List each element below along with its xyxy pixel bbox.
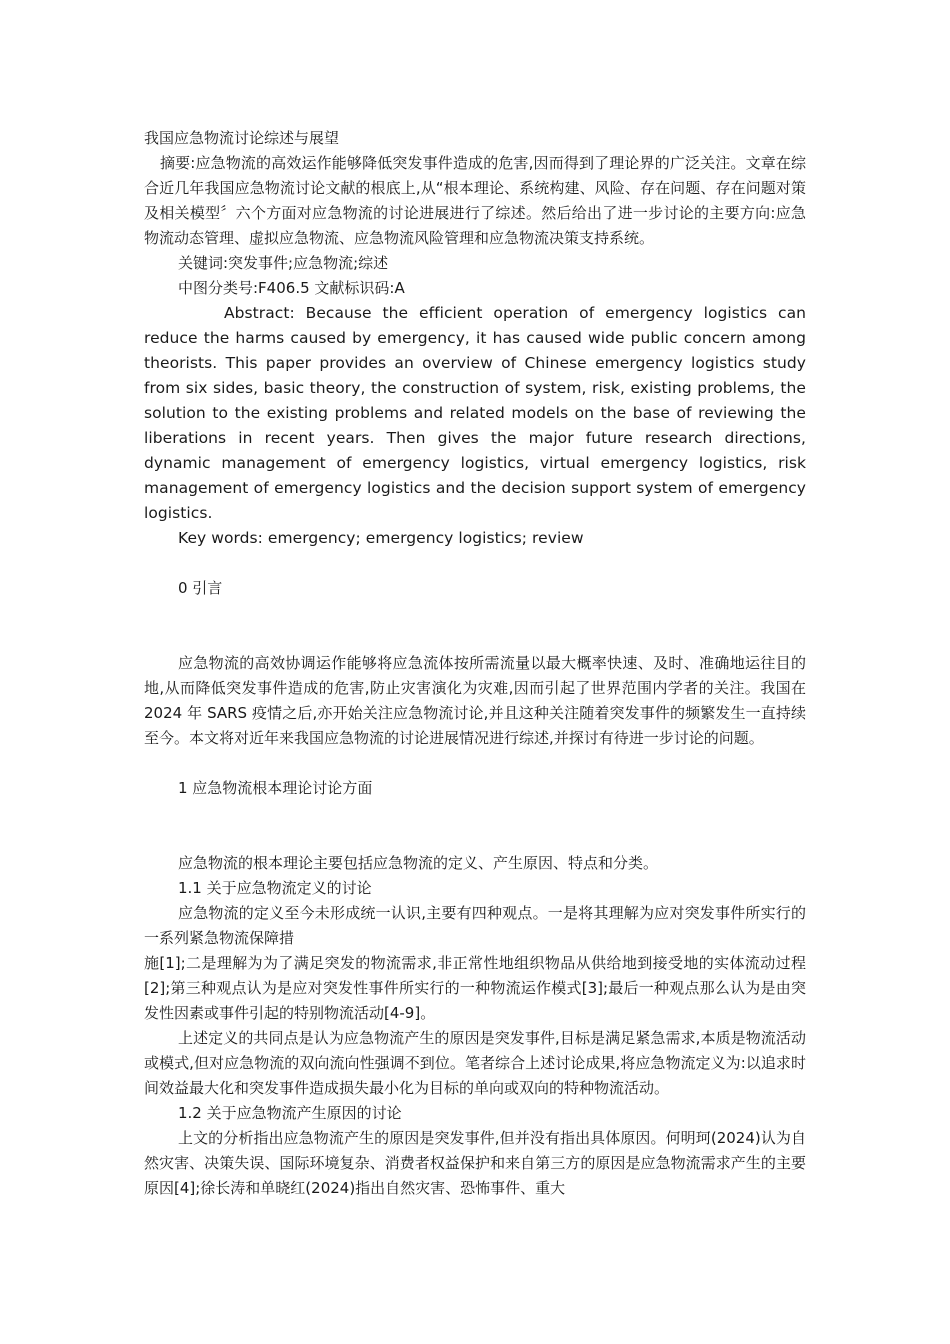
section-0-paragraph: 应急物流的高效协调运作能够将应急流体按所需流量以最大概率快速、及时、准确地运往目的地,从而降低突发事件造成的危害,防止灾害演化为灾难,因而引起了世界范围内学者的关注。我国在 2024 年 SARS 疫情之后,亦开始关注应急物流讨论,并且这种关注随着突发事件的频繁发生一直持续至今。本文将对近年来我国应急物流的讨论进展情况进行综述,并探讨有待进一步讨论的问题。 <box>144 654 806 747</box>
section-1-1-paragraph-part2: 施[1];二是理解为为了满足突发的物流需求,非正常性地组织物品从供给地到接受地的实体流动过程[2];第三种观点认为是应对突发性事件所实行的一种物流运作模式[3];最后一种观点那么认为是由突发性因素或事件引起的特别物流活动[4-9]。 <box>144 954 806 1022</box>
section-1-2-title: 1.2 关于应急物流产生原因的讨论 <box>178 1104 402 1122</box>
section-0-title: 0 引言 <box>178 579 223 597</box>
keywords-english: Key words: emergency; emergency logistics; review <box>178 529 584 547</box>
spacer <box>144 826 806 851</box>
abstract-english: Abstract: Because the efficient operation of emergency logistics can reduce the harms caused by emergency, it has caused wide public concern among theorists. This paper provides an overview of Chinese emergency logistics study from six sides, basic theory, the construction of system, risk, existing problems, the solution to the existing problems and related models on the base of reviewing the liberations in recent years. Then gives the major future research directions, dynamic management of emergency logistics, virtual emergency logistics, risk management of emergency logistics and the decision support system of emergency logistics. <box>144 304 806 522</box>
section-1-intro: 应急物流的根本理论主要包括应急物流的定义、产生原因、特点和分类。 <box>178 854 659 872</box>
keywords-chinese: 关键词:突发事件;应急物流;综述 <box>178 254 389 272</box>
spacer <box>144 801 806 826</box>
spacer <box>144 751 806 776</box>
section-1-2-paragraph: 上文的分析指出应急物流产生的原因是突发事件,但并没有指出具体原因。何明珂(2024)认为自然灾害、决策失误、国际环境复杂、消费者权益保护和来自第三方的原因是应急物流需求产生的主要原因[4];徐长涛和单晓红(2024)指出自然灾害、恐怖事件、重大 <box>144 1129 806 1197</box>
spacer <box>144 601 806 626</box>
section-1-1-paragraph-part1: 应急物流的定义至今未形成统一认识,主要有四种观点。一是将其理解为应对突发事件所实行的一系列紧急物流保障措 <box>144 904 806 947</box>
section-1-1-title: 1.1 关于应急物流定义的讨论 <box>178 879 372 897</box>
document-title: 我国应急物流讨论综述与展望 <box>144 129 340 147</box>
spacer <box>144 551 806 576</box>
section-1-title: 1 应急物流根本理论讨论方面 <box>178 779 373 797</box>
section-1-1-paragraph-2: 上述定义的共同点是认为应急物流产生的原因是突发事件,目标是满足紧急需求,本质是物流活动或模式,但对应急物流的双向流向性强调不到位。笔者综合上述讨论成果,将应急物流定义为:以追求时间效益最大化和突发事件造成损失最小化为目标的单向或双向的特种物流活动。 <box>144 1029 806 1097</box>
spacer <box>144 626 806 651</box>
classification-code: 中图分类号:F406.5 文献标识码:A <box>178 279 405 297</box>
abstract-chinese: 摘要:应急物流的高效运作能够降低突发事件造成的危害,因而得到了理论界的广泛关注。文章在综合近几年我国应急物流讨论文献的根底上,从“根本理论、系统构建、风险、存在问题、存在问题对策及相关模型〞六个方面对应急物流的讨论进展进行了综述。然后给出了进一步讨论的主要方向:应急物流动态管理、虚拟应急物流、应急物流风险管理和应急物流决策支持系统。 <box>144 154 806 247</box>
document-page <box>144 126 806 1201</box>
